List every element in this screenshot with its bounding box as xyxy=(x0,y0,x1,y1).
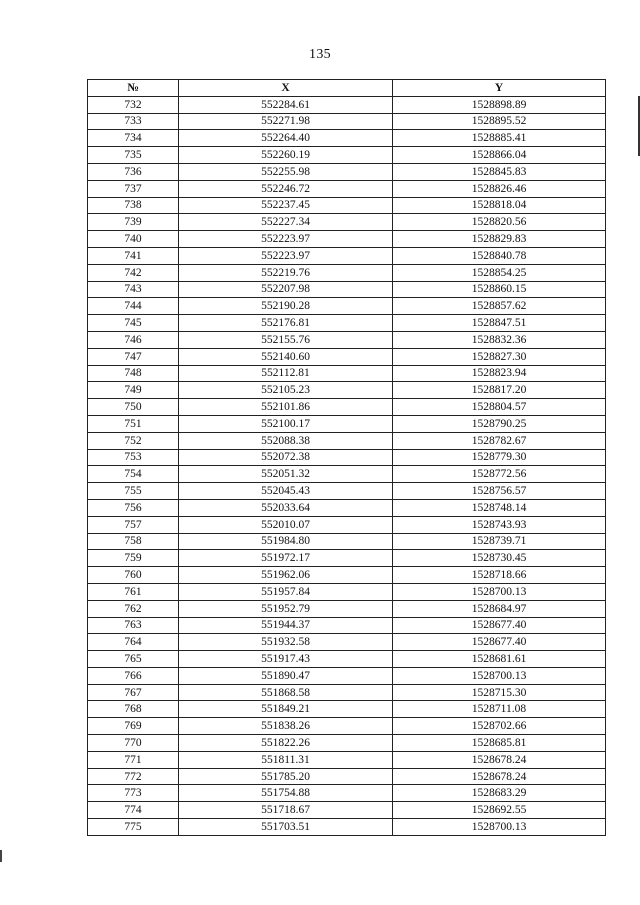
cell-x: 551944.37 xyxy=(179,617,393,634)
cell-y: 1528840.78 xyxy=(393,247,606,264)
cell-y: 1528804.57 xyxy=(393,399,606,416)
table-row xyxy=(88,449,606,466)
table-row xyxy=(88,247,606,264)
table-row xyxy=(88,231,606,248)
cell-y: 1528711.08 xyxy=(393,701,606,718)
cell-x: 551754.88 xyxy=(179,785,393,802)
cell-x: 552190.28 xyxy=(179,298,393,315)
cell-y: 1528772.56 xyxy=(393,466,606,483)
cell-number: 772 xyxy=(88,768,179,785)
table-row xyxy=(88,802,606,819)
cell-y: 1528692.55 xyxy=(393,802,606,819)
cell-y: 1528683.29 xyxy=(393,785,606,802)
table-row xyxy=(88,617,606,634)
cell-y: 1528715.30 xyxy=(393,684,606,701)
cell-number: 754 xyxy=(88,466,179,483)
cell-number: 765 xyxy=(88,651,179,668)
table-row xyxy=(88,147,606,164)
table-row xyxy=(88,415,606,432)
cell-number: 767 xyxy=(88,684,179,701)
cell-y: 1528779.30 xyxy=(393,449,606,466)
table-row xyxy=(88,684,606,701)
cell-y: 1528677.40 xyxy=(393,617,606,634)
cell-y: 1528857.62 xyxy=(393,298,606,315)
cell-y: 1528739.71 xyxy=(393,533,606,550)
cell-y: 1528681.61 xyxy=(393,651,606,668)
cell-x: 552223.97 xyxy=(179,247,393,264)
cell-number: 766 xyxy=(88,667,179,684)
cell-y: 1528782.67 xyxy=(393,432,606,449)
cell-number: 771 xyxy=(88,751,179,768)
cell-x: 551984.80 xyxy=(179,533,393,550)
table-row xyxy=(88,281,606,298)
cell-y: 1528818.04 xyxy=(393,197,606,214)
cell-number: 760 xyxy=(88,567,179,584)
table-row xyxy=(88,634,606,651)
cell-y: 1528817.20 xyxy=(393,382,606,399)
table-row xyxy=(88,180,606,197)
cell-number: 735 xyxy=(88,147,179,164)
cell-number: 746 xyxy=(88,331,179,348)
table-row xyxy=(88,600,606,617)
cell-number: 773 xyxy=(88,785,179,802)
table-row xyxy=(88,819,606,836)
cell-y: 1528700.13 xyxy=(393,819,606,836)
cell-number: 743 xyxy=(88,281,179,298)
table-row xyxy=(88,499,606,516)
cell-x: 552088.38 xyxy=(179,432,393,449)
cell-x: 552219.76 xyxy=(179,264,393,281)
table-row xyxy=(88,382,606,399)
table-row xyxy=(88,214,606,231)
table-row xyxy=(88,785,606,802)
cell-y: 1528702.66 xyxy=(393,718,606,735)
cell-number: 750 xyxy=(88,399,179,416)
table-row xyxy=(88,365,606,382)
cell-x: 552051.32 xyxy=(179,466,393,483)
cell-x: 551957.84 xyxy=(179,583,393,600)
cell-y: 1528827.30 xyxy=(393,348,606,365)
table-row xyxy=(88,751,606,768)
cell-number: 774 xyxy=(88,802,179,819)
cell-y: 1528678.24 xyxy=(393,768,606,785)
cell-x: 552237.45 xyxy=(179,197,393,214)
cell-number: 756 xyxy=(88,499,179,516)
cell-number: 753 xyxy=(88,449,179,466)
table-row xyxy=(88,550,606,567)
cell-y: 1528832.36 xyxy=(393,331,606,348)
cell-x: 552045.43 xyxy=(179,483,393,500)
cell-number: 741 xyxy=(88,247,179,264)
cell-x: 552072.38 xyxy=(179,449,393,466)
cell-number: 775 xyxy=(88,819,179,836)
table-row xyxy=(88,331,606,348)
cell-x: 552176.81 xyxy=(179,315,393,332)
table-row xyxy=(88,96,606,113)
cell-y: 1528685.81 xyxy=(393,735,606,752)
cell-x: 552100.17 xyxy=(179,415,393,432)
cell-number: 737 xyxy=(88,180,179,197)
cell-y: 1528823.94 xyxy=(393,365,606,382)
cell-y: 1528885.41 xyxy=(393,130,606,147)
cell-number: 761 xyxy=(88,583,179,600)
cell-x: 551838.26 xyxy=(179,718,393,735)
table-row xyxy=(88,348,606,365)
table-row xyxy=(88,130,606,147)
cell-x: 551952.79 xyxy=(179,600,393,617)
cell-number: 770 xyxy=(88,735,179,752)
cell-number: 742 xyxy=(88,264,179,281)
table-row xyxy=(88,516,606,533)
cell-number: 758 xyxy=(88,533,179,550)
cell-number: 763 xyxy=(88,617,179,634)
cell-x: 552255.98 xyxy=(179,163,393,180)
cell-y: 1528854.25 xyxy=(393,264,606,281)
cell-x: 551890.47 xyxy=(179,667,393,684)
cell-y: 1528790.25 xyxy=(393,415,606,432)
table-row xyxy=(88,315,606,332)
table-row xyxy=(88,432,606,449)
cell-x: 552260.19 xyxy=(179,147,393,164)
scan-edge-mark xyxy=(0,850,2,862)
cell-y: 1528718.66 xyxy=(393,567,606,584)
cell-number: 757 xyxy=(88,516,179,533)
cell-number: 745 xyxy=(88,315,179,332)
cell-number: 733 xyxy=(88,113,179,130)
cell-number: 740 xyxy=(88,231,179,248)
cell-y: 1528678.24 xyxy=(393,751,606,768)
cell-y: 1528845.83 xyxy=(393,163,606,180)
table-row xyxy=(88,667,606,684)
table-row xyxy=(88,701,606,718)
cell-number: 769 xyxy=(88,718,179,735)
column-header-y: Y xyxy=(393,80,606,97)
cell-y: 1528860.15 xyxy=(393,281,606,298)
cell-x: 552010.07 xyxy=(179,516,393,533)
cell-x: 551932.58 xyxy=(179,634,393,651)
cell-number: 752 xyxy=(88,432,179,449)
table-row xyxy=(88,163,606,180)
table-row xyxy=(88,583,606,600)
table-row xyxy=(88,651,606,668)
cell-x: 552112.81 xyxy=(179,365,393,382)
cell-number: 744 xyxy=(88,298,179,315)
page-number: 135 xyxy=(309,47,331,62)
cell-x: 552264.40 xyxy=(179,130,393,147)
table-row xyxy=(88,483,606,500)
column-header-number: № xyxy=(88,80,179,97)
cell-x: 551849.21 xyxy=(179,701,393,718)
cell-number: 749 xyxy=(88,382,179,399)
column-header-x: X xyxy=(179,80,393,97)
coordinates-table xyxy=(87,79,606,836)
cell-x: 552271.98 xyxy=(179,113,393,130)
cell-number: 748 xyxy=(88,365,179,382)
table-row xyxy=(88,298,606,315)
cell-x: 552101.86 xyxy=(179,399,393,416)
cell-y: 1528829.83 xyxy=(393,231,606,248)
table-row xyxy=(88,113,606,130)
cell-y: 1528826.46 xyxy=(393,180,606,197)
cell-x: 551972.17 xyxy=(179,550,393,567)
cell-number: 739 xyxy=(88,214,179,231)
cell-y: 1528756.57 xyxy=(393,483,606,500)
cell-number: 764 xyxy=(88,634,179,651)
table-row xyxy=(88,718,606,735)
cell-y: 1528847.51 xyxy=(393,315,606,332)
cell-number: 762 xyxy=(88,600,179,617)
table-row xyxy=(88,533,606,550)
cell-x: 552227.34 xyxy=(179,214,393,231)
cell-number: 736 xyxy=(88,163,179,180)
cell-number: 732 xyxy=(88,96,179,113)
table-body xyxy=(88,96,606,835)
cell-y: 1528820.56 xyxy=(393,214,606,231)
cell-x: 551822.26 xyxy=(179,735,393,752)
table-row xyxy=(88,735,606,752)
cell-x: 551811.31 xyxy=(179,751,393,768)
table-row xyxy=(88,264,606,281)
cell-x: 551962.06 xyxy=(179,567,393,584)
table-row xyxy=(88,399,606,416)
cell-number: 738 xyxy=(88,197,179,214)
cell-y: 1528730.45 xyxy=(393,550,606,567)
table-row xyxy=(88,466,606,483)
table-row xyxy=(88,768,606,785)
cell-x: 551868.58 xyxy=(179,684,393,701)
cell-number: 768 xyxy=(88,701,179,718)
cell-x: 551917.43 xyxy=(179,651,393,668)
table-row xyxy=(88,197,606,214)
cell-x: 552246.72 xyxy=(179,180,393,197)
cell-x: 552207.98 xyxy=(179,281,393,298)
cell-y: 1528684.97 xyxy=(393,600,606,617)
cell-y: 1528898.89 xyxy=(393,96,606,113)
cell-x: 551718.67 xyxy=(179,802,393,819)
cell-number: 755 xyxy=(88,483,179,500)
cell-x: 551703.51 xyxy=(179,819,393,836)
cell-number: 759 xyxy=(88,550,179,567)
cell-y: 1528743.93 xyxy=(393,516,606,533)
cell-x: 552223.97 xyxy=(179,231,393,248)
cell-x: 552140.60 xyxy=(179,348,393,365)
cell-number: 747 xyxy=(88,348,179,365)
cell-number: 751 xyxy=(88,415,179,432)
cell-y: 1528866.04 xyxy=(393,147,606,164)
cell-y: 1528700.13 xyxy=(393,583,606,600)
cell-x: 552105.23 xyxy=(179,382,393,399)
cell-x: 552033.64 xyxy=(179,499,393,516)
cell-y: 1528677.40 xyxy=(393,634,606,651)
cell-number: 734 xyxy=(88,130,179,147)
cell-y: 1528895.52 xyxy=(393,113,606,130)
table-row xyxy=(88,567,606,584)
table-header-row xyxy=(88,80,606,97)
cell-x: 552284.61 xyxy=(179,96,393,113)
cell-x: 551785.20 xyxy=(179,768,393,785)
cell-x: 552155.76 xyxy=(179,331,393,348)
cell-y: 1528748.14 xyxy=(393,499,606,516)
cell-y: 1528700.13 xyxy=(393,667,606,684)
